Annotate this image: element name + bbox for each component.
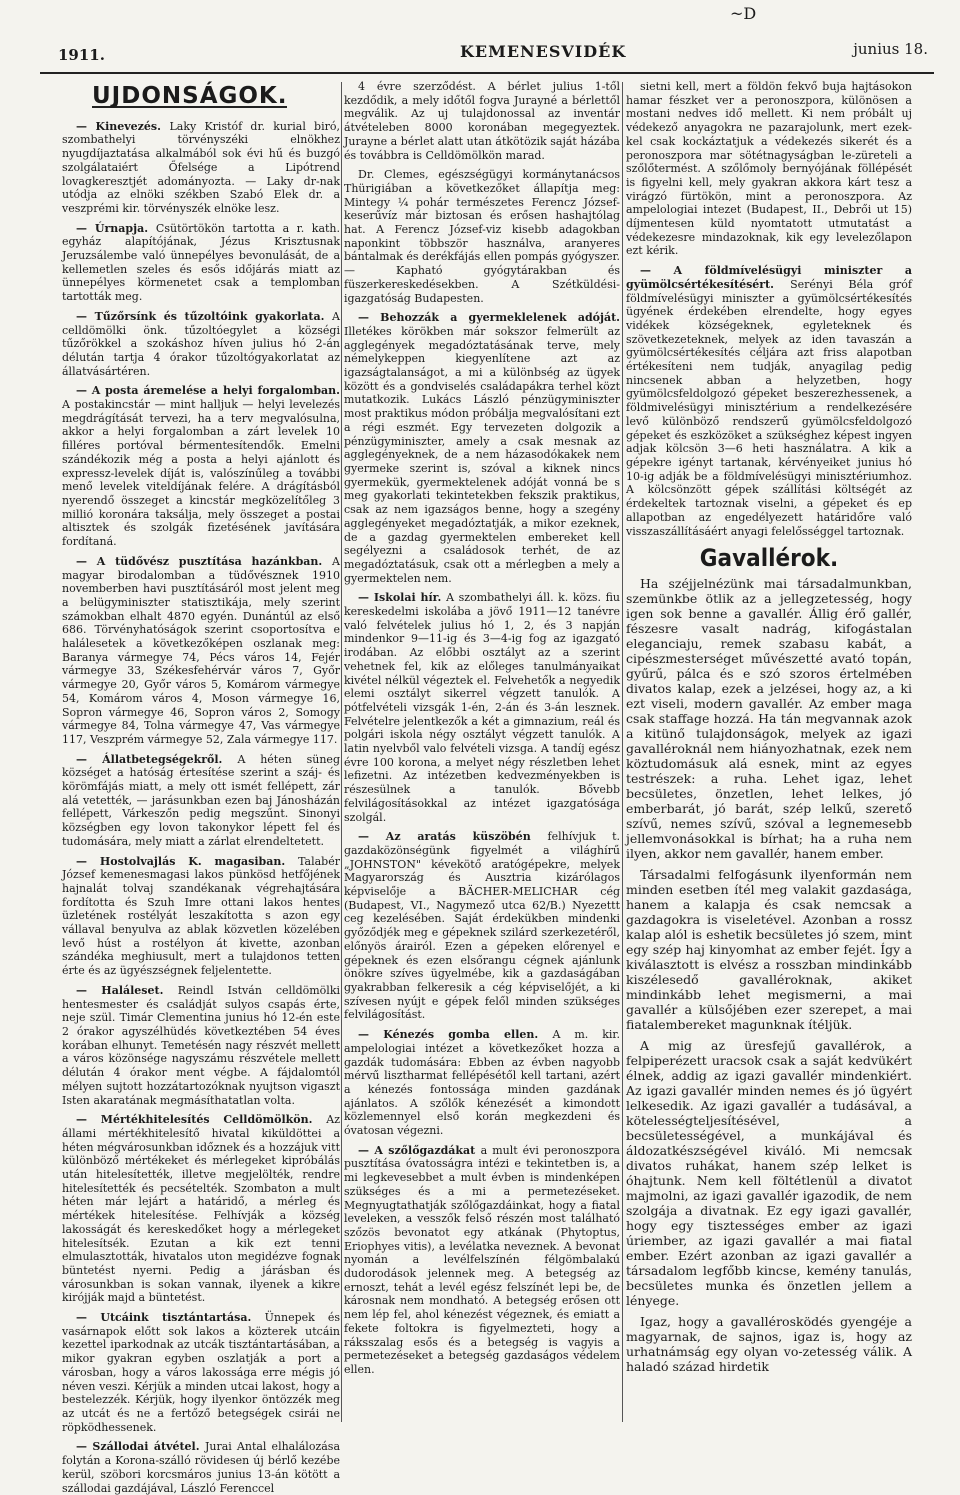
article	[626, 867, 912, 1032]
article	[626, 576, 912, 861]
article-headline: — Kinevezés.	[76, 119, 170, 133]
article	[344, 1028, 620, 1138]
article-body: A m. kir. ampelologiai intézet a következőket hozza a gazdák tudomására: Ebben az évben nagyobb mérvű lisztharmat fellépésétől kell tartani, azért a kénezés fontossága minden gazdának ajánlatos. A szőlők kénezését a kimondott közlemennyel első korán megkezdeni és óvatosan végezni.	[344, 1028, 620, 1138]
article-body: A héten süneg községet a hatóság értesítése szerint a száj- és körömfájás miatt, a mely ott ismét fellépett, zár alá vetették, — jarásunkban ezen baj Jánosházán fellépett, Várkeszőn pedig megszűnt. Sinonyi községben egy lovon takonykor lépett fel és tudomására, mely miatt a zárlat elrendeltetett.	[62, 752, 340, 848]
article-headline: — A posta áremelése a helyi forgalomban.	[76, 384, 340, 398]
column-3	[626, 80, 912, 1425]
article-headline: — Az aratás küszöbén	[358, 830, 548, 844]
masthead	[40, 28, 934, 74]
article-headline: — Iskolai hír.	[358, 591, 447, 605]
corner-mark: ~D	[730, 4, 757, 23]
article	[62, 310, 340, 379]
article-body: Ha széjjelnézünk mai társadalmunkban, szemünkbe ötlik az a jellegzetesség, hogy igen sok benne a gavallér. Állig érő gallér, fészesre vasalt nadrág, kifogástalan eleganciaju, remek szabasu kabát, a cipészmesterséget művészetté avató topán, gyűrű, pálca és e szó szoros értelmében divatos kalap, ezek a jelzései, hogy az, a ki ezt viseli, modern gavallér. Az ember maga csak staffage hozzá. Ha tán megvannak azok a kitünő tulajdonságok, melyek az igazi gavalléroknál nem hiányozhatnak, ezek nem köztudomásuk alá esnek, mint az egyes testrészek: a ruha. Lehet igaz, lehet becsületes, önzetlen, lehet lelkes, jó emberbarát, jó barát, szép lelkű, szerető szívű, nemes szívű, szóval a legnemesebb jellemvonásokkal is bírhat; ha a ruha nem ilyen, akkor nem gavallér, hanem ember.	[626, 575, 912, 861]
article-headline: — Haláleset.	[76, 983, 178, 997]
article-body: Igaz, hogy a gavallérosködés gyengéje a magyarnak, de sajnos, igaz is, hogy az urhatnámság egy olyan vo-zetesség válik. A haladó század hirdetik	[626, 1313, 912, 1374]
article	[344, 311, 620, 585]
article	[626, 80, 912, 258]
article-headline: — Mértékhitelesítés Celldömölkön.	[76, 1113, 327, 1127]
article-headline: — Állatbetegségekről.	[76, 752, 238, 766]
article-body: Serényi Béla gróf földmívelésügyi miniszter a gyümölcsértékesítés ügyének érdekében elrendelte, hogy egyes vidékek községeknek, egyleteknek és szövetkezeteknek, melyek az iden tavaszán a gyümölcsértékesítés céljára azt friss alapotban értékesíteni nem tudják, anyagilag pedig nincsenek abban a helyzetben, hogy gyümölcsfeldolgozó gépeket beszerezhessenek, a földmivelésügyi minisztérium a rendelkezésére levő különböző rendszerű gyümölcsfeldolgozó gépeket és eszközöket a szükséghez képest ingyen adjak kölcsön 3—6 heti használatra. A kik a gépekre igényt tartanak, kérvényeiket junius hó 10-ig adják be a földmívelésügyi minisztériumhoz. A kölcsönzött gépek szállítási költségét az érdekeltek tartoznak viselni, a gépeket és ep allapotban az engedélyezett határidőre való visszaszállításáért anyagi felelősséggel tartoznak.	[626, 277, 912, 538]
article-body: A szombathelyi áll. k. közs. fiu kereskedelmi iskolába a jövő 1911—12 tanévre való felvételek julius hó 1, 2, és 3 napján mindenkor 9—11-ig és 3—4-ig fog az igazgató irodában. Az előbbi osztályt az a szerint vehetnek fel, kik az előleges tanulmányaikat kivétel nélkül végeztek el. Felvehetők a negyedik elemi osztályt sikerrel végzett tanulók. A pótfelvételi vizsgák 1-én, 2-án és 3-án lesznek. Felvételre jelentkezők a két a gimnazium, reál és polgári iskola négy osztályt végzett tanulók. A latin nyelvből valo felvételi vizsga. A tandíj egész évre 100 korona, a melyet négy részletben lehet lefizetni. Az intézetben kedvezményekben is részesülnek a tanulók. Bővebb felvilágosításokkal az intézet igazgatósága szolgál.	[344, 591, 620, 824]
article-headline: — Szállodai átvétel.	[76, 1440, 205, 1454]
article-headline: — Utcáink tisztántartása.	[76, 1311, 265, 1325]
article-body: Társadalmi felfogásunk ilyenformán nem minden esetben ítél meg valakit gazdasága, hanem a kalapja és csak nemcsak a gazdagokra is viseletével. Azonban a rossz kalap alól is eshetik becsületes jó szem, mint egy szép haj kinyomhat az ember fejét. Így a kiválasztott is elvész a rosszban mindinkább kiszélesedő gavalléroknak, akiket mindinkább lehet megismerni, a mai gavallér a külsőjében ezer szerepet, a mai fiatalembereket magunknak ítéljük.	[626, 866, 912, 1032]
article-headline: — A tüdővész pusztítása hazánkban.	[76, 554, 333, 568]
article-body: a mult évi peronoszpora pusztítása óvatosságra intézi e tekintetben is, a mi legkevesebbet a mult évben is mindenképen szükséges és a mi a permetezéseket. Megnyugtathatják szőlőgazdáinkat, hogy a fiatal leveleken, a vesszők felső részén most található szőzös bevonatot egy atkának (Phytoptus, Eriophyes vitis), a levélatka neveznek. A bevonat nyomán a levélfelszínén félgömbalakú dudorodások jelennek meg. A betegség az ernoszt, tehát a levél egész felszínét lepi be, de károsnak nem mondható. A betegség erősen ott nem lép fel, ahol kénezést végeznek, és emiatt a fekete foltokra is figyelmezteti, hogy a ráksszalag esős és a betegség is vagyis a permetezéseket a betegség gazdaságos védelem ellen.	[344, 1143, 620, 1376]
article	[62, 855, 340, 978]
article	[626, 1314, 912, 1374]
article-body: Dr. Clemes, egészségügyi kormánytanácsos Thürigiában a következőket állapítja meg: Mintegy ¼ pohár természetes Ferencz József-keserűvíz már biztosan és erősen hashajtólag hat. A Ferencz József-viz kisebb adagokban naponkint többször használva, aranyeres bántalmak és derékfájás ellen pompás gyógyszer. — Kapható gyógytárakban és füszerkereskedésekben. A Szétküldési-igazgatóság Budapesten.	[344, 168, 620, 305]
column-rule	[622, 82, 623, 1422]
column-1-articles	[62, 120, 340, 1495]
article-body: A magyar birodalomban a tüdővésznek 1910 novemberben havi pusztításáról most jelent meg a belügyminiszter statisztikája, mely szerint számokban elhalt 4870 egyén. Dunántúl az első 686. Törvényhatóságok szerint csoportosítva e halálesetek a következőképen oszlanak meg: Baranya vármegye 74, Pécs város 14, Fejér vármegye 33, Székesfehérvár város 7, Győr vármegye 20, Győr város 5, Komárom vármegye 54, Komárom város 4, Moson vármegye 16, Sopron vármegye 46, Sopron város 2, Somogy vármegye 84, Tolna vármegye 47, Vas vármegye 117, Veszprém vármegye 52, Zala vármegye 117.	[62, 554, 340, 746]
article	[62, 1311, 340, 1434]
masthead-year: 1911.	[58, 46, 105, 64]
article	[626, 264, 912, 538]
article-title: Gavallérok.	[699, 544, 839, 573]
article-body: A mig az üresfejű gavallérok, a felpiperézett uracsok csak a saját kedvükért élnek, addig az igazi gavallér mindenkiért. Az igazi gavallér minden nemes és jó ügyért lelkesedik. Az igazi gavallér a tudásával, a kötelességteljesítésével, a becsületességével, a munkájával és áldozatkészségével kiváló. Mi nemcsak divatos ruhákat, hanem szép lelket is óhajtunk. Nem kell föltétlenül a divatot majmolni, az igazi gavallér igazodik, de nem szolgája a divatnak. Ez egy igazi gavallér, hogy egy tisztességes ember az igazi úriember, az igazi gavallér a mai fiatal ember. Ezért azonban az igazi gavallér a társadalom legfőbb kincse, kemény tanulás, becsületes munka és önzetlen jellem a lényege.	[626, 1037, 912, 1308]
article-body: Illetékes körökben már sokszor felmerült az agglegények megadóztatásának terve, mely némelykeppen kiegyenlítene azt az igazságtalanságot, a mi a különbség az ügyek között és a gondviselés családapákra terhel közt mutatkozik. Lukács László pénzügyminiszter most praktikus módon próbálja megvalósítani ezt a régi eszmét. Egy tervezeten dolgozik a pénzügyminiszter, amely a csak mesnak az agglegényeknek, de a nem házasodókakek nem gyermeke szerint is, szóval a kiknek nincs gyermekük, gyermektelenek adóját vonná be s meg gyakorlati tekintetekben fekszik praktikus, csak az nem igazságos benne, hogy a szegény agglegényeket megadóztatják, a mikor ezeknek, de a gazdag gyermektelen embereket kell segélyezni a családosok terhét, de az megadóztatásuk, csak ott a mérlegben a mely a gyermektelen nem.	[344, 324, 620, 585]
article-body: Ünnepek és vasárnapok előtt sok lakos a közterek utcáin kezettel iparkodnak az utcák tisztántartásában, a mikor gyakran egyben oszlatják a port a városban, hogy a város lakossága erre mégis jó néven veszi. Kérjük a minden utcai lakost, hogy a bestelezzék. Kérjük, hogy ilyenkor öntözzék meg az utcát és ne a fertőző betegségek csirái ne röpködhessenek.	[62, 1311, 340, 1434]
masthead-title: KEMENESVIDÉK	[460, 42, 627, 61]
article-headline: — Hostolvajlás K. magasiban.	[76, 854, 299, 868]
article	[344, 591, 620, 824]
article-body: A postakincstár — mint halljuk — helyi levelezés megdrágítását tervezi, ha a terv megvalósulna, akkor a helyi forgalomban a zárt levelek 10 filléres portóval bérmentesítendők. Emelni szándékozik még a posta a helyi ajánlott és expressz-levelek díját is, valószínűleg a további menő levelek viteldíjának felére. A drágításból nyerendő összeget a kincstár megközelítőleg 3 millió koronára taksálja, mely összeget a postai altisztek és szolgák fizetésének javítására fordítaná.	[62, 398, 340, 549]
section-title: UJDONSÁGOK.	[92, 83, 288, 109]
article	[62, 384, 340, 548]
article-body: Jurai Antal elhalálozása folytán a Korona-szálló rövidesen új bérlő kezébe kerül, szöbori korcsmáros junius 13-án kötött a szállodai gazdájával, László Ferenccel	[62, 1440, 340, 1495]
column-2	[344, 80, 620, 1425]
article-body: A celldömölki önk. tűzoltóegylet a községi tűzőrökkel a szokáshoz híven julius hó 2-án délután tartja 4 órakor tűzoltógyakorlatat az állatvásártéren.	[62, 309, 340, 378]
article	[344, 830, 620, 1022]
article-body: sietni kell, mert a földön fekvő buja hajtásokon hamar fészket ver a peronoszpora, különösen a mostani nedves idő mellett. Ki nem próbált uj védekező anyagokra ne pazarajolunk, mert ezek-kel csak kockáztatjuk a védekezés sikerét és a peronoszpora mar sötétnagyságban le-züreteli a szőlőtermést. A szőlőmoly bernyójának föllépését is figyelni kell, mely gyakran akkora kárt tesz a virágzó fürtökön, mint a peronoszpora. Az ampelologiai intezet (Budapest, II., Debrői ut 15) díjmentesen küld nyomtatott utmutatást a védekezesre mindazoknak, kik egy levelezőlapon ezt kérik.	[626, 80, 912, 258]
article-headline: — Behozzák a gyermeklelenek adóját.	[358, 311, 620, 325]
article	[344, 80, 620, 162]
article-headline: — A szőlőgazdákat	[358, 1143, 481, 1157]
article	[344, 1144, 620, 1377]
article-body: Az állami mértékhitelesítő hivatal kiküldöttei a héten mégvárosunkban időznek és a hozzájuk vitt különböző mértékeket és mérlegeket kipróbálás után hitelesítették, illetve megjelölték, rendre hitelesítették és pecsételték. Szombaton a mult héten már lejárt a határidő, a mérleg és mértékek hitelesítése. Felhívják a község lakosságát és kereskedőket hogy a mérlegeket hitelesítsék. Ezutan a kik ezt tenni elmulasztották, hivatalos uton megidézve fognak büntetést nyerni. Pedig a járásban és városunkban is sokan vannak, ilyenek a kikre kirójják majd a büntetést.	[62, 1113, 340, 1305]
article	[62, 222, 340, 304]
article-headline: — A földmívelésügyi miniszter a gyümölcsértékesítésért.	[626, 264, 912, 291]
article-body: 4 évre szerződést. A bérlet julius 1-től kezdődik, a mely időtől fogva Jurayné a bérlettől megválik. Az uj tulajdonossal az inventár átvételeben 8000 koronában megegyeztek. Jurayne a bérlet alatt utan átkötözik saját házába és továbbra is Celldömölkön marad.	[344, 80, 620, 162]
article	[344, 168, 620, 305]
article	[62, 984, 340, 1107]
article	[62, 1440, 340, 1495]
masthead-date: junius 18.	[853, 40, 928, 58]
article-body: Reindl István celldömölki hentesmester és családját sulyos csapás érte, neje szül. Timár Clementina junius hó 12-én este 2 órakor agyszélhüdés következtében 54 éves korában elhunyt. Temetésén nagy részvét mellett a város közönsége nagyszámu részvétele mellett délután 4 órakor ment végbe. A fájdalomtól mélyen sujtott hozzátartozóknak nyujtson vigaszt Isten akaratának megmásíthatatlan volta.	[62, 983, 341, 1107]
article-body: Talabér József kemenesmagasi lakos pünkösd hetfőjének hajnalát tolvaj szandékanak végrehajtására fordította és Szuh Imre ottani lakos hentes üzletének rostélyát leszakította s azon egy vállaval benyulva az ablak közvetlen közelében levő húst a rostélyon át kivette, azonban szándéka meghiusult, mert a tulajdonos tetten érte és az ügyészségnek feljelentette.	[62, 854, 340, 978]
column-3-articles	[626, 80, 912, 1374]
article-headline: — Kénezés gomba ellen.	[358, 1028, 553, 1042]
article-headline: — Úrnapja.	[76, 221, 156, 235]
column-1	[62, 80, 341, 1495]
article-headline: — Tűzőrsínk és tűzoltóink gyakorlata.	[76, 309, 333, 323]
column-rule	[341, 82, 342, 1422]
column-2-articles	[344, 80, 620, 1377]
article-body: Laky Kristóf dr. kurial biró, szombathelyi törvényszéki elnökhez nyugdíjaztatása alkalmából sok évi hű és buzgó szolgálataiért Őfelsége a Lipótrend lovagkeresztjét adományozta. — Laky dr-nak utódja az elnöki székben Szabó Elek dr. a veszprémi kir. törvényszék elnöke lesz.	[62, 119, 340, 215]
article-body: felhívjuk t. gazdaközönségünk figyelmét a világhírű „JOHNSTON" kévekötő aratógépekre, melyek Magyarország és Ausztria kizárólagos képviselője a BÄCHER-MELICHAR cég (Budapest, VI., Nagymező utca 62/B.) Nyezettt ceg kezelésében. Saját érdekükben mindenki győződjék meg e gépeknek szilárd szerkezetéről, előnyös árairól. Ezen a gépeken előrenyel e gépeknek és ezen elsőrangu cégnek ajánlunk önökre szíves ügyelmébe, kik a gazdaságában gyakrabban felkeresik a cég képviselőjét, a ki szívesen nyújt e gépek felől minden szükséges felvilágosítást.	[344, 830, 620, 1022]
article-body: Csütörtökön tartotta a r. kath. egyház alapítójának, Jézus Krisztusnak Jeruzsálembe való ünnepélyes bevonulását, de a kellemetlen szeles és esős időjárás miatt az ünnepélyes körmenetet csak a templomban tartották meg.	[62, 221, 340, 304]
article	[62, 1113, 340, 1305]
article	[62, 555, 340, 747]
article	[62, 120, 340, 216]
article	[62, 753, 340, 849]
article	[626, 1038, 912, 1308]
